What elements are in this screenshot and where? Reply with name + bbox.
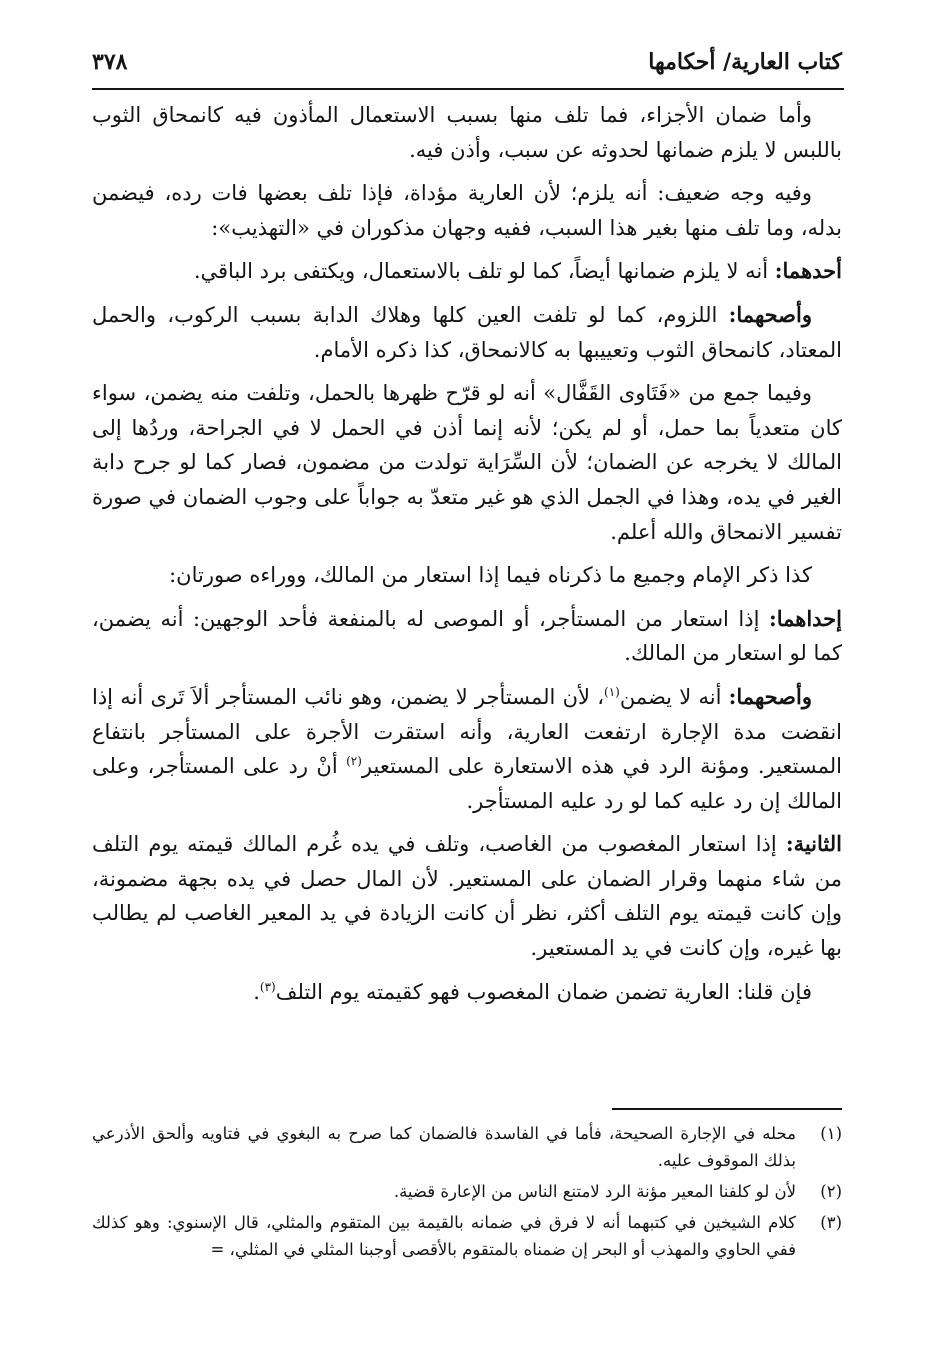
footnote-ref: (٢) (346, 754, 362, 769)
paragraph: وفيما جمع من «فَتَاوى القَفَّال» أنه لو قرّح ظهرها بالحمل، وتلفت منه يضمن، سواء كان متعدياً بما حمل، أو لم يكن؛ لأنه إنما أذن في الحمل لا في الجراحة، وردُها إلى المالك لا يخرجه عن الضمان؛ لأن السِّرَاية تولدت من مضمون، فصار كما لو جرح دابة الغير في يده، وهذا في الجمل الذي هو غير متعدّ به جواباً على وجوب الضمان في صورة تفسير الانمحاق والله أعلم. (92, 381, 842, 544)
running-title: كتاب العارية/ أحكامها (648, 49, 842, 75)
paragraph-lead: أحدهما: (774, 258, 842, 284)
paragraph: وفيه وجه ضعيف: أنه يلزم؛ لأن العارية مؤداة، فإذا تلف بعضها فات رده، فيضمن بدله، وما تلف منها بغير هذا السبب، ففيه وجهان مذكوران في «التهذيب»: (92, 181, 842, 240)
paragraph: الثانية: إذا استعار المغصوب من الغاصب، وتلف في يده غُرم المالك قيمته يوم التلف من شاء منهما وقرار الضمان على المستعير. لأن المال حصل في يده بجهة مضمونة، وإن كانت قيمته يوم التلف أكثر، نظر أن كانت الزيادة في يد المعير الغاصب لم يطالب بها غيره، وإن كانت في يد المستعير. (92, 831, 842, 961)
footnote-item (92, 1178, 842, 1205)
paragraph: فإن قلنا: العارية تضمن ضمان المغصوب فهو كقيمته يوم التلف$^{(٣)}$. (253, 979, 812, 1004)
footnote-number: (١) (820, 1124, 842, 1143)
footnote-number: (٢) (820, 1182, 842, 1201)
footnote-item (92, 1120, 842, 1174)
page-header (92, 42, 842, 82)
paragraph: وأصحهما: اللزوم، كما لو تلفت العين كلها وهلاك الدابة بسبب الركوب، والحمل المعتاد، كانمحاق الثوب وتعييبها به كالانمحاق، كذا ذكره الأمام. (92, 301, 842, 362)
paragraph: إحداهما: إذا استعار من المستأجر، أو الموصى له بالمنفعة فأحد الوجهين: أنه يضمن، كما لو استعار من المالك. (92, 605, 842, 666)
header-divider (92, 88, 844, 90)
footnote-item (92, 1209, 842, 1263)
footnote-number: (٣) (820, 1213, 842, 1232)
paragraph: أحدهما: أنه لا يلزم ضمانها أيضاً، كما لو تلف بالاستعمال، ويكتفى برد الباقي. (193, 258, 842, 284)
footnote-text: لأن لو كلفنا المعير مؤنة الرد لامتنع الناس من الإعارة قضية. (393, 1182, 796, 1201)
paragraph-lead: الثانية: (785, 831, 842, 857)
paragraph: وأما ضمان الأجزاء، فما تلف منها بسبب الاستعمال المأذون فيه كانمحاق الثوب باللبس لا يلزم ضمانها لحدوثه عن سبب، وأذن فيه. (92, 103, 842, 162)
footnote-divider (612, 1108, 842, 1110)
footnote-text: كلام الشيخين في كتبهما أنه لا فرق في ضمانه بالقيمة بين المتقوم والمثلي، قال الإسنوي: وهو كذلك ففي الحاوي والمهذب أو البحر إن ضمناه بالمتقوم بالأقصى أوجبنا المثلي في المثلي، = (92, 1213, 796, 1259)
footnote-ref: (١) (604, 684, 620, 699)
paragraph: وأصحهما: أنه لا يضمن$^{(١)}$، لأن المستأجر لا يضمن، وهو نائب المستأجر ألاَ تَرى أنه إذا انقضت مدة الإجارة ارتفعت العارية، وأنه استقرت الأجرة على المستأجر بانتفاع المستعير. ومؤنة الرد في هذه الاستعارة على المستعير$^{(٢)}$ أنْ رد على المستأجر، وعلى المالك إن رد عليه كما لو رد عليه المستأجر. (92, 683, 842, 813)
footnote-text: محله في الإجارة الصحيحة، فأما في الفاسدة فالضمان كما صرح به البغوي في فتاويه وألحق الأذرعي بذلك الموقوف عليه. (92, 1124, 796, 1170)
page-number: ٣٧٨ (92, 49, 128, 75)
main-text (92, 98, 842, 1018)
paragraph-lead: إحداهما: (768, 605, 842, 631)
footnote-ref: (٣) (259, 979, 276, 994)
paragraph: كذا ذكر الإمام وجميع ما ذكرناه فيما إذا استعار من المالك، ووراءه صورتان: (169, 563, 812, 588)
paragraph-lead: وأصحهما: (728, 683, 812, 709)
paragraph-lead: وأصحهما: (728, 301, 812, 327)
footnotes (92, 1120, 842, 1267)
